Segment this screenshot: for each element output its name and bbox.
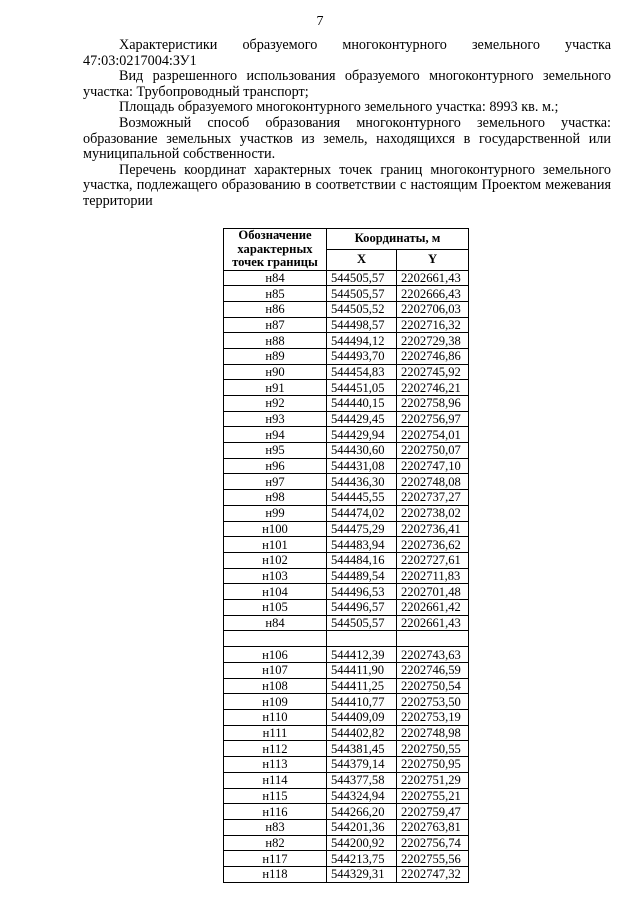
x-coordinate-cell: 544505,57 bbox=[327, 286, 397, 302]
x-coordinate-cell: 544475,29 bbox=[327, 521, 397, 537]
point-name-cell: н89 bbox=[224, 348, 327, 364]
table-row bbox=[224, 866, 469, 882]
y-coordinate-cell: 2202666,43 bbox=[397, 286, 469, 302]
header-coordinates: Координаты, м bbox=[327, 229, 469, 250]
point-name-cell: н100 bbox=[224, 521, 327, 537]
y-coordinate-cell: 2202750,07 bbox=[397, 443, 469, 459]
x-coordinate-cell: 544494,12 bbox=[327, 333, 397, 349]
y-coordinate-cell: 2202701,48 bbox=[397, 584, 469, 600]
point-name-cell: н90 bbox=[224, 364, 327, 380]
x-coordinate-cell: 544484,16 bbox=[327, 552, 397, 568]
body-text bbox=[83, 38, 611, 210]
table-row bbox=[224, 317, 469, 333]
coordinates-table bbox=[223, 228, 469, 883]
x-coordinate-cell: 544431,08 bbox=[327, 458, 397, 474]
point-name-cell: н96 bbox=[224, 458, 327, 474]
x-coordinate-cell: 544411,25 bbox=[327, 678, 397, 694]
x-coordinate-cell: 544505,57 bbox=[327, 270, 397, 286]
x-coordinate-cell: 544436,30 bbox=[327, 474, 397, 490]
paragraph-characteristics: Характеристики образуемого многоконтурного земельного участка 47:03:0217004:ЗУ1 bbox=[83, 37, 611, 69]
point-name-cell: н99 bbox=[224, 505, 327, 521]
point-name-cell: н118 bbox=[224, 866, 327, 882]
table-row bbox=[224, 725, 469, 741]
y-coordinate-cell: 2202755,21 bbox=[397, 788, 469, 804]
y-coordinate-cell: 2202661,42 bbox=[397, 599, 469, 615]
y-coordinate-cell: 2202727,61 bbox=[397, 552, 469, 568]
y-coordinate-cell: 2202763,81 bbox=[397, 819, 469, 835]
y-coordinate-cell: 2202748,08 bbox=[397, 474, 469, 490]
table-row bbox=[224, 490, 469, 506]
x-coordinate-cell: 544496,53 bbox=[327, 584, 397, 600]
x-coordinate-cell: 544329,31 bbox=[327, 866, 397, 882]
y-coordinate-cell: 2202706,03 bbox=[397, 301, 469, 317]
table-row bbox=[224, 380, 469, 396]
x-coordinate-cell: 544200,92 bbox=[327, 835, 397, 851]
point-name-cell: н87 bbox=[224, 317, 327, 333]
x-coordinate-cell: 544377,58 bbox=[327, 772, 397, 788]
table-row bbox=[224, 631, 469, 647]
y-coordinate-cell: 2202750,54 bbox=[397, 678, 469, 694]
y-coordinate-cell: 2202747,32 bbox=[397, 866, 469, 882]
table-row bbox=[224, 364, 469, 380]
header-point-name: Обозначение характерных точек границы bbox=[224, 229, 327, 271]
y-coordinate-cell: 2202758,96 bbox=[397, 396, 469, 412]
point-name-cell: н88 bbox=[224, 333, 327, 349]
table-row bbox=[224, 552, 469, 568]
y-coordinate-cell: 2202759,47 bbox=[397, 804, 469, 820]
coordinates-table-body bbox=[224, 270, 469, 882]
point-name-cell: н84 bbox=[224, 615, 327, 631]
table-row bbox=[224, 678, 469, 694]
point-name-cell: н97 bbox=[224, 474, 327, 490]
point-name-cell: н110 bbox=[224, 710, 327, 726]
table-row bbox=[224, 851, 469, 867]
y-coordinate-cell: 2202756,97 bbox=[397, 411, 469, 427]
point-name-cell: н82 bbox=[224, 835, 327, 851]
point-name-cell: н102 bbox=[224, 552, 327, 568]
point-name-cell: н117 bbox=[224, 851, 327, 867]
table-row bbox=[224, 741, 469, 757]
table-row bbox=[224, 411, 469, 427]
table-row bbox=[224, 757, 469, 773]
x-coordinate-cell: 544381,45 bbox=[327, 741, 397, 757]
point-name-cell: н111 bbox=[224, 725, 327, 741]
y-coordinate-cell: 2202737,27 bbox=[397, 490, 469, 506]
x-coordinate-cell bbox=[327, 631, 397, 647]
x-coordinate-cell: 544445,55 bbox=[327, 490, 397, 506]
paragraph-coordinates-intro: Перечень координат характерных точек границ многоконтурного земельного участка, подлежащего образованию в соответствии с настоящим Проектом межевания территории bbox=[83, 161, 611, 209]
table-row bbox=[224, 599, 469, 615]
table-row bbox=[224, 521, 469, 537]
point-name-cell: н109 bbox=[224, 694, 327, 710]
y-coordinate-cell: 2202738,02 bbox=[397, 505, 469, 521]
y-coordinate-cell: 2202756,74 bbox=[397, 835, 469, 851]
coordinates-table-header bbox=[224, 229, 469, 271]
paragraph-permitted-use: Вид разрешенного использования образуемого многоконтурного земельного участка: Трубопроводный транспорт; bbox=[83, 68, 611, 100]
y-coordinate-cell: 2202736,62 bbox=[397, 537, 469, 553]
point-name-cell: н116 bbox=[224, 804, 327, 820]
x-coordinate-cell: 544498,57 bbox=[327, 317, 397, 333]
table-row bbox=[224, 663, 469, 679]
y-coordinate-cell: 2202750,95 bbox=[397, 757, 469, 773]
table-row bbox=[224, 333, 469, 349]
header-row bbox=[224, 229, 469, 250]
table-row bbox=[224, 396, 469, 412]
paragraph-area: Площадь образуемого многоконтурного земельного участка: 8993 кв. м.; bbox=[119, 99, 559, 116]
point-name-cell: н108 bbox=[224, 678, 327, 694]
header-x: X bbox=[327, 249, 397, 270]
point-name-cell: н101 bbox=[224, 537, 327, 553]
table-row bbox=[224, 427, 469, 443]
y-coordinate-cell: 2202661,43 bbox=[397, 615, 469, 631]
point-name-cell: н112 bbox=[224, 741, 327, 757]
x-coordinate-cell: 544430,60 bbox=[327, 443, 397, 459]
table-row bbox=[224, 458, 469, 474]
x-coordinate-cell: 544201,36 bbox=[327, 819, 397, 835]
x-coordinate-cell: 544402,82 bbox=[327, 725, 397, 741]
x-coordinate-cell: 544505,52 bbox=[327, 301, 397, 317]
x-coordinate-cell: 544411,90 bbox=[327, 663, 397, 679]
header-y: Y bbox=[397, 249, 469, 270]
point-name-cell: н93 bbox=[224, 411, 327, 427]
point-name-cell: н103 bbox=[224, 568, 327, 584]
x-coordinate-cell: 544451,05 bbox=[327, 380, 397, 396]
x-coordinate-cell: 544454,83 bbox=[327, 364, 397, 380]
y-coordinate-cell: 2202747,10 bbox=[397, 458, 469, 474]
table-row bbox=[224, 772, 469, 788]
x-coordinate-cell: 544496,57 bbox=[327, 599, 397, 615]
x-coordinate-cell: 544505,57 bbox=[327, 615, 397, 631]
y-coordinate-cell: 2202711,83 bbox=[397, 568, 469, 584]
y-coordinate-cell: 2202661,43 bbox=[397, 270, 469, 286]
x-coordinate-cell: 544412,39 bbox=[327, 647, 397, 663]
x-coordinate-cell: 544266,20 bbox=[327, 804, 397, 820]
table-row bbox=[224, 505, 469, 521]
point-name-cell: н84 bbox=[224, 270, 327, 286]
y-coordinate-cell: 2202729,38 bbox=[397, 333, 469, 349]
page-number: 7 bbox=[316, 14, 324, 29]
x-coordinate-cell: 544324,94 bbox=[327, 788, 397, 804]
y-coordinate-cell: 2202746,21 bbox=[397, 380, 469, 396]
x-coordinate-cell: 544483,94 bbox=[327, 537, 397, 553]
table-row bbox=[224, 694, 469, 710]
coordinates-table-wrapper bbox=[223, 228, 469, 883]
y-coordinate-cell: 2202746,59 bbox=[397, 663, 469, 679]
table-row bbox=[224, 819, 469, 835]
point-name-cell: н91 bbox=[224, 380, 327, 396]
point-name-cell: н104 bbox=[224, 584, 327, 600]
table-row bbox=[224, 835, 469, 851]
table-row bbox=[224, 286, 469, 302]
point-name-cell: н107 bbox=[224, 663, 327, 679]
y-coordinate-cell: 2202753,19 bbox=[397, 710, 469, 726]
point-name-cell: н105 bbox=[224, 599, 327, 615]
point-name-cell: н115 bbox=[224, 788, 327, 804]
x-coordinate-cell: 544493,70 bbox=[327, 348, 397, 364]
table-row bbox=[224, 537, 469, 553]
y-coordinate-cell: 2202750,55 bbox=[397, 741, 469, 757]
y-coordinate-cell: 2202754,01 bbox=[397, 427, 469, 443]
table-row bbox=[224, 270, 469, 286]
x-coordinate-cell: 544409,09 bbox=[327, 710, 397, 726]
point-name-cell: н95 bbox=[224, 443, 327, 459]
y-coordinate-cell: 2202736,41 bbox=[397, 521, 469, 537]
y-coordinate-cell: 2202755,56 bbox=[397, 851, 469, 867]
table-row bbox=[224, 804, 469, 820]
y-coordinate-cell: 2202746,86 bbox=[397, 348, 469, 364]
point-name-cell: н85 bbox=[224, 286, 327, 302]
table-row bbox=[224, 474, 469, 490]
point-name-cell: н94 bbox=[224, 427, 327, 443]
x-coordinate-cell: 544429,94 bbox=[327, 427, 397, 443]
y-coordinate-cell: 2202716,32 bbox=[397, 317, 469, 333]
point-name-cell: н113 bbox=[224, 757, 327, 773]
x-coordinate-cell: 544410,77 bbox=[327, 694, 397, 710]
table-row bbox=[224, 348, 469, 364]
point-name-cell: н106 bbox=[224, 647, 327, 663]
y-coordinate-cell: 2202748,98 bbox=[397, 725, 469, 741]
y-coordinate-cell: 2202743,63 bbox=[397, 647, 469, 663]
point-name-cell: н98 bbox=[224, 490, 327, 506]
point-name-cell: н86 bbox=[224, 301, 327, 317]
table-row bbox=[224, 710, 469, 726]
table-row bbox=[224, 443, 469, 459]
x-coordinate-cell: 544489,54 bbox=[327, 568, 397, 584]
point-name-cell bbox=[224, 631, 327, 647]
x-coordinate-cell: 544440,15 bbox=[327, 396, 397, 412]
y-coordinate-cell: 2202751,29 bbox=[397, 772, 469, 788]
x-coordinate-cell: 544379,14 bbox=[327, 757, 397, 773]
paragraph-formation-method: Возможный способ образования многоконтурного земельного участка: образование земельных участков из земель, находящихся в государственной или муниципальной собственности. bbox=[83, 114, 611, 163]
point-name-cell: н83 bbox=[224, 819, 327, 835]
point-name-cell: н92 bbox=[224, 396, 327, 412]
y-coordinate-cell bbox=[397, 631, 469, 647]
table-row bbox=[224, 584, 469, 600]
x-coordinate-cell: 544213,75 bbox=[327, 851, 397, 867]
table-row bbox=[224, 615, 469, 631]
x-coordinate-cell: 544474,02 bbox=[327, 505, 397, 521]
table-row bbox=[224, 301, 469, 317]
table-row bbox=[224, 647, 469, 663]
table-row bbox=[224, 788, 469, 804]
x-coordinate-cell: 544429,45 bbox=[327, 411, 397, 427]
point-name-cell: н114 bbox=[224, 772, 327, 788]
y-coordinate-cell: 2202745,92 bbox=[397, 364, 469, 380]
table-row bbox=[224, 568, 469, 584]
y-coordinate-cell: 2202753,50 bbox=[397, 694, 469, 710]
